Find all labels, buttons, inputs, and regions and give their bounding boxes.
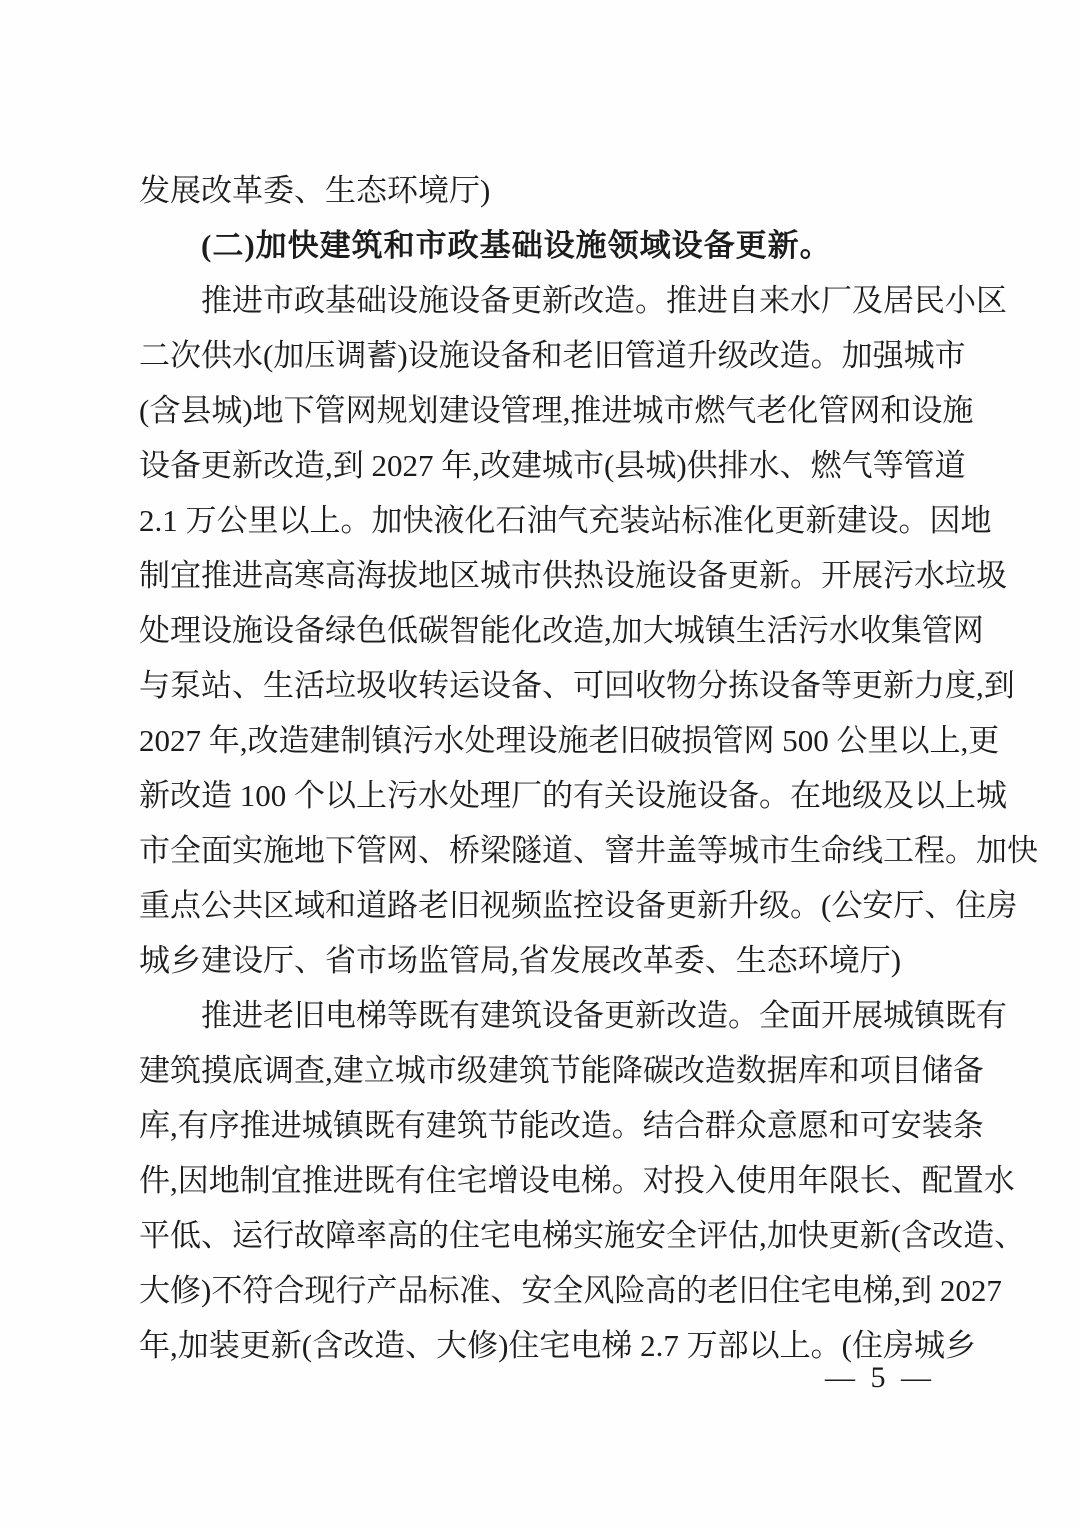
text-line: 设备更新改造,到 2027 年,改建城市(县城)供排水、燃气等管道 bbox=[139, 448, 966, 483]
text-line: 2.1 万公里以上。加快液化石油气充装站标准化更新建设。因地 bbox=[139, 503, 992, 538]
section-heading: (二)加快建筑和市政基础设施领域设备更新。 bbox=[201, 228, 832, 263]
text-line: 推进老旧电梯等既有建筑设备更新改造。全面开展城镇既有 bbox=[201, 998, 1007, 1033]
page-number: — 5 — bbox=[825, 1361, 935, 1394]
text-line: 建筑摸底调查,建立城市级建筑节能降碳改造数据库和项目储备 bbox=[139, 1053, 984, 1088]
text-line: 库,有序推进城镇既有建筑节能改造。结合群众意愿和可安装条 bbox=[139, 1108, 984, 1143]
text-line: 重点公共区域和道路老旧视频监控设备更新升级。(公安厅、住房 bbox=[139, 888, 1018, 923]
text-line: 城乡建设厅、省市场监管局,省发展改革委、生态环境厅) bbox=[139, 943, 902, 978]
text-line: 推进市政基础设施设备更新改造。推进自来水厂及居民小区 bbox=[201, 283, 1007, 318]
document-body bbox=[139, 163, 1038, 1373]
text-line: 处理设施设备绿色低碳智能化改造,加大城镇生活污水收集管网 bbox=[139, 613, 984, 648]
text-line: 二次供水(加压调蓄)设施设备和老旧管道升级改造。加强城市 bbox=[139, 338, 966, 373]
text-line: 平低、运行故障率高的住宅电梯实施安全评估,加快更新(含改造、 bbox=[139, 1218, 1026, 1253]
text-line: (含县城)地下管网规划建设管理,推进城市燃气老化管网和设施 bbox=[139, 393, 974, 428]
text-line: 大修)不符合现行产品标准、安全风险高的老旧住宅电梯,到 2027 bbox=[139, 1273, 1002, 1308]
text-line: 与泵站、生活垃圾收转运设备、可回收物分拣设备等更新力度,到 bbox=[139, 668, 1015, 703]
text-line: 年,加装更新(含改造、大修)住宅电梯 2.7 万部以上。(住房城乡 bbox=[139, 1328, 976, 1363]
text-line: 发展改革委、生态环境厅) bbox=[139, 173, 491, 208]
text-line: 件,因地制宜推进既有住宅增设电梯。对投入使用年限长、配置水 bbox=[139, 1163, 1015, 1198]
text-line: 2027 年,改造建制镇污水处理设施老旧破损管网 500 公里以上,更 bbox=[139, 723, 1000, 758]
text-line: 制宜推进高寒高海拔地区城市供热设施设备更新。开展污水垃圾 bbox=[139, 558, 1007, 593]
text-line: 新改造 100 个以上污水处理厂的有关设施设备。在地级及以上城 bbox=[139, 778, 1007, 813]
text-line: 市全面实施地下管网、桥梁隧道、窨井盖等城市生命线工程。加快 bbox=[139, 833, 1038, 868]
